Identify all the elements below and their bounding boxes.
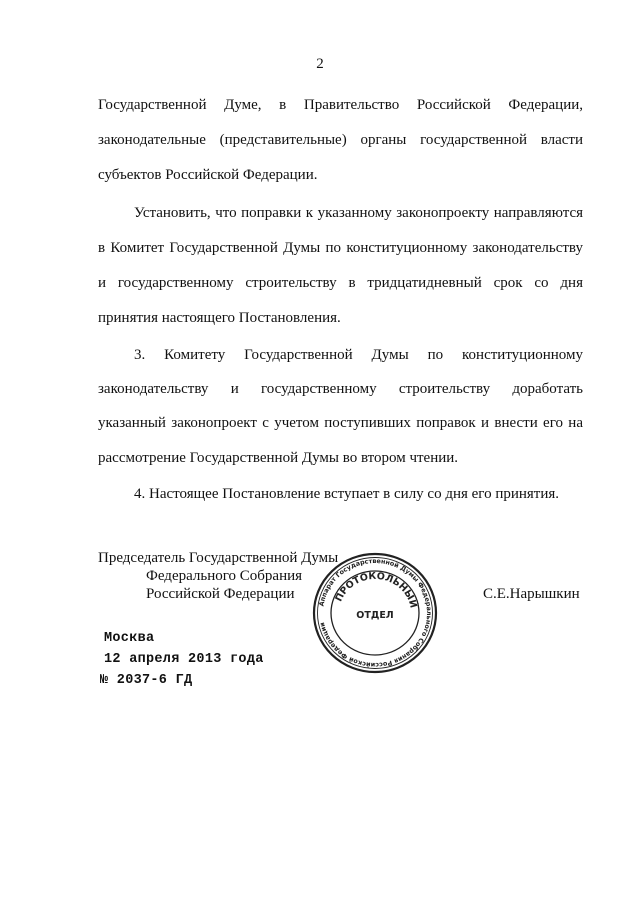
text-line-1: Государственной Думе, в Правительство Российской Федерации,	[98, 97, 583, 113]
stamp-center-text: ОТДЕЛ	[356, 610, 394, 621]
text-line-11: рассмотрение Государственной Думы во втором чтении.	[98, 450, 459, 466]
signature-title-line-3: Российской Федерации	[146, 586, 295, 602]
text-line-7: принятия настоящего Постановления.	[98, 310, 341, 326]
signature-title-line-2: Федерального Собрания	[146, 568, 303, 584]
text-line-9: законодательству и государственному строительству доработать	[98, 381, 583, 397]
issue-place: Москва	[104, 631, 155, 646]
signature-title-line-1: Председатель Государственной Думы	[98, 550, 339, 566]
official-stamp	[312, 552, 438, 674]
stamp-inner-text: ПРОТОКОЛЬНЫЙ	[333, 570, 419, 610]
text-line-2: законодательные (представительные) органы государственной власти	[98, 132, 583, 148]
text-line-5: в Комитет Государственной Думы по конституционному законодательству	[98, 240, 583, 256]
stamp-outer-text: Аппарат Государственной Думы Федерального Собрания Российской Федерации	[317, 556, 434, 670]
text-line-4: Установить, что поправки к указанному законопроекту направляются	[134, 205, 583, 221]
page-number: 2	[316, 56, 324, 72]
signatory-name: С.Е.Нарышкин	[483, 586, 580, 602]
text-line-12: 4. Настоящее Постановление вступает в силу со дня его принятия.	[134, 486, 560, 502]
text-line-6: и государственному строительству в тридцатидневный срок со дня	[98, 275, 583, 291]
text-line-10: указанный законопроект с учетом поступивших поправок и внести его на	[98, 415, 583, 431]
text-line-3: субъектов Российской Федерации.	[98, 167, 318, 183]
text-line-8: 3. Комитету Государственной Думы по конституционному	[134, 347, 583, 363]
issue-date: 12 апреля 2013 года	[104, 652, 264, 667]
document-number: № 2037-6 ГД	[100, 673, 193, 688]
